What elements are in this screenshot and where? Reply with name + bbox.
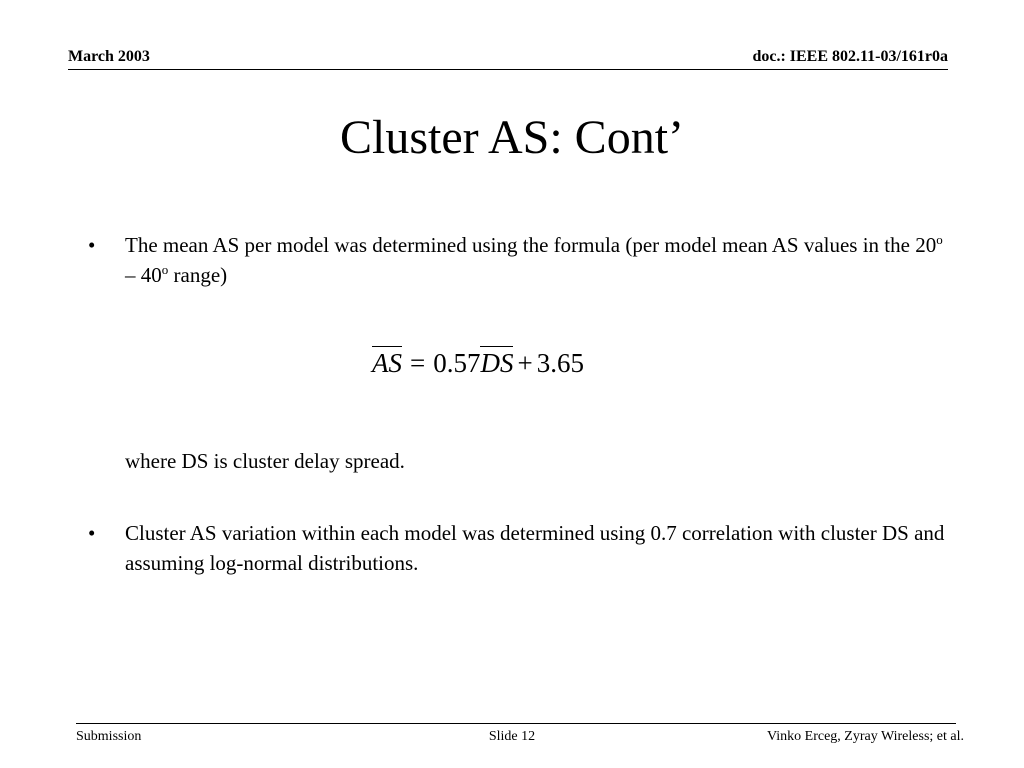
bullet-text-2: Cluster AS variation within each model was determined using 0.7 correlation with cluster DS and assuming log-normal distributions. — [125, 521, 945, 575]
header-rule — [68, 69, 948, 70]
formula-equals: = — [410, 348, 426, 378]
degree-sup-2: o — [161, 262, 169, 277]
formula-note: where DS is cluster delay spread. — [125, 449, 405, 473]
footer-rule — [76, 723, 956, 724]
footer-slide-number: Slide 12 — [488, 729, 536, 744]
formula-variable: DS — [480, 348, 514, 378]
footer-authors: Vinko Erceg, Zyray Wireless; et al. — [767, 729, 964, 744]
bullet-1-part-2: – 40 — [125, 263, 162, 287]
bullet-marker-2: • — [88, 521, 96, 545]
bullet-1-part-3: range) — [168, 263, 228, 287]
slide-title: Cluster AS: Cont’ — [339, 111, 685, 164]
header-date: March 2003 — [68, 48, 150, 65]
footer-submission: Submission — [76, 729, 142, 744]
header-doc-id: doc.: IEEE 802.11-03/161r0a — [752, 48, 948, 65]
formula-plus: + — [517, 348, 533, 378]
formula-constant: 3.65 — [536, 348, 584, 378]
formula-coefficient: 0.57 — [433, 348, 481, 378]
degree-sup-1: o — [936, 232, 943, 247]
bullet-text-1 — [125, 230, 955, 290]
formula — [372, 345, 584, 381]
formula-lhs: AS — [372, 348, 402, 378]
bullet-marker-1: • — [88, 233, 96, 257]
bullet-1-part-1: The mean AS per model was determined using the formula (per model mean AS values in the 20 — [125, 233, 937, 257]
